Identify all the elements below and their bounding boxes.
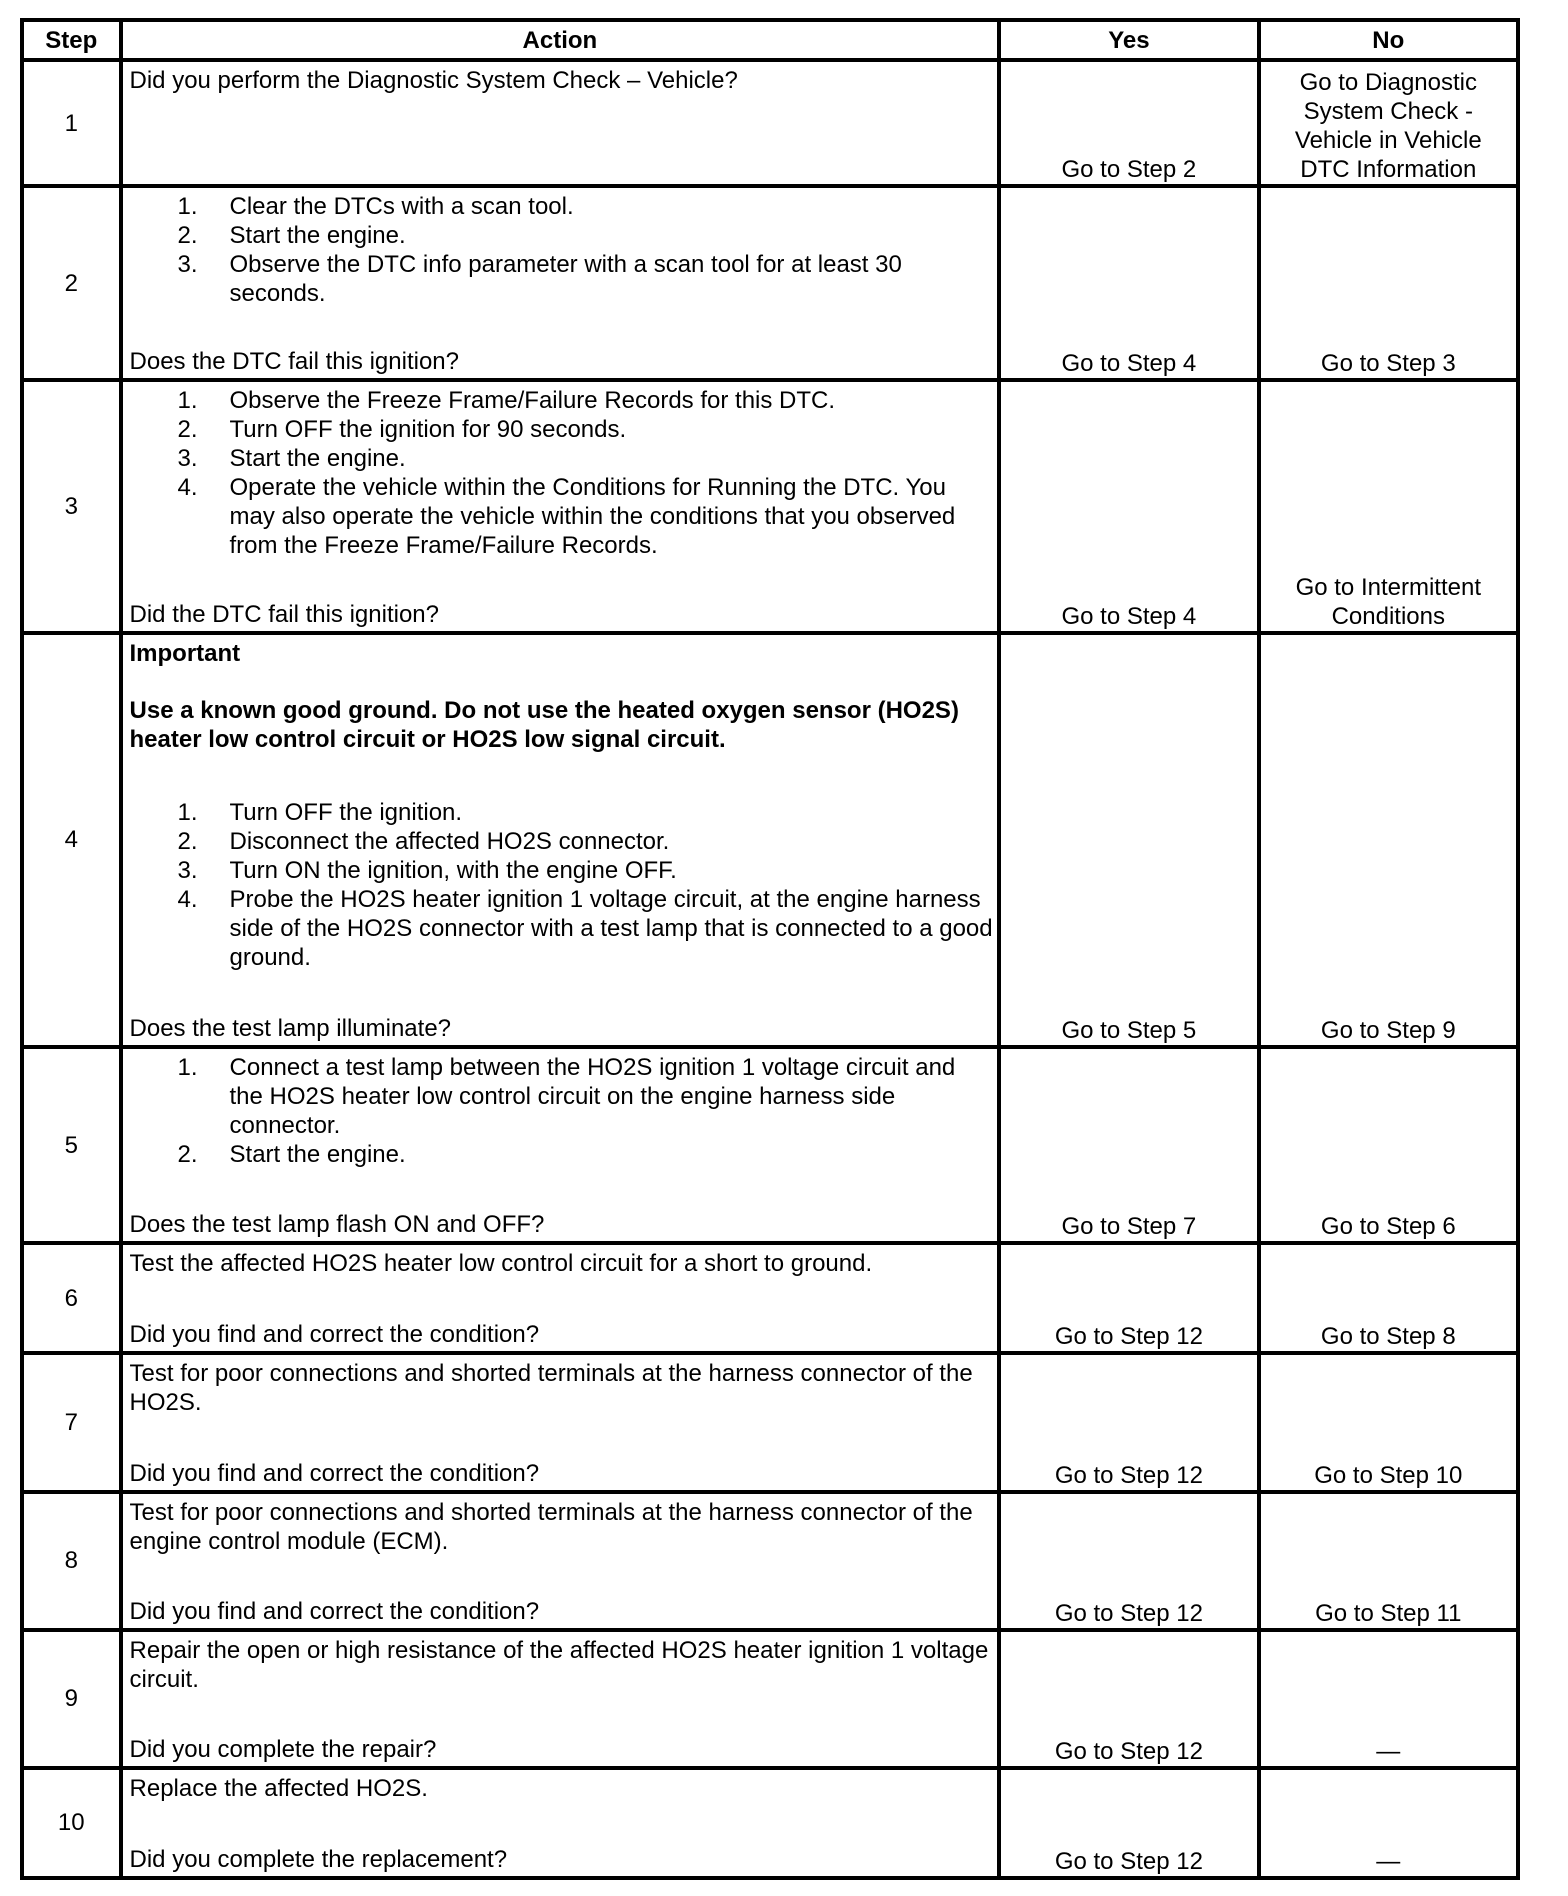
procedure-list: [130, 1053, 994, 1169]
list-item: 4. Probe the HO2S heater ignition 1 voltage circuit, at the engine harness side of the HO2S connector with a test lamp that is connected to a good ground.: [177, 885, 993, 971]
action-cell: [121, 1353, 1000, 1491]
procedure-list: [130, 386, 994, 560]
step-number: 9: [22, 1630, 121, 1768]
yes-cell: Go to Step 2: [999, 60, 1258, 186]
action-text: Repair the open or high resistance of the affected HO2S heater ignition 1 voltage circuit.: [129, 1636, 989, 1693]
no-line: Vehicle in Vehicle: [1294, 127, 1482, 155]
list-item: 3. Observe the DTC info parameter with a scan tool for at least 30 seconds.: [177, 251, 902, 308]
table-row: [22, 633, 1518, 1047]
no-cell: Go to Step 6: [1259, 1047, 1518, 1243]
table-row: [22, 1768, 1518, 1878]
list-item: 2. Disconnect the affected HO2S connector.: [177, 827, 670, 855]
no-cell: —: [1259, 1768, 1518, 1878]
important-label: Important: [129, 639, 241, 667]
list-item: 3. Start the engine.: [177, 445, 406, 473]
list-item: 1. Connect a test lamp between the HO2S ignition 1 voltage circuit and the HO2S heater low control circuit on the engine harness side connector.: [177, 1054, 956, 1140]
yes-cell: Go to Step 12: [999, 1492, 1258, 1630]
action-cell: [121, 1243, 1000, 1353]
question-text: Does the test lamp flash ON and OFF?: [129, 1211, 545, 1239]
question-text: Did you find and correct the condition?: [129, 1321, 540, 1349]
action-text: Test the affected HO2S heater low control circuit for a short to ground.: [129, 1250, 873, 1278]
action-cell: [121, 60, 1000, 186]
action-text: Test for poor connections and shorted terminals at the harness connector of the engine control module (ECM).: [129, 1498, 973, 1555]
yes-cell: Go to Step 12: [999, 1243, 1258, 1353]
action-text: Did you perform the Diagnostic System Check – Vehicle?: [129, 67, 738, 94]
action-text: Test for poor connections and shorted terminals at the harness connector of the HO2S.: [129, 1360, 973, 1417]
table-row: [22, 1630, 1518, 1768]
no-cell: —: [1259, 1630, 1518, 1768]
no-line: Go to Intermittent: [1295, 573, 1481, 601]
action-cell: [121, 186, 1000, 380]
question-text: Did you find and correct the condition?: [129, 1597, 540, 1625]
procedure-list: [130, 192, 994, 308]
step-number: 2: [22, 186, 121, 380]
important-notice: Use a known good ground. Do not use the heated oxygen sensor (HO2S) heater low control circuit or HO2S low signal circuit.: [129, 696, 959, 753]
step-number: 7: [22, 1353, 121, 1491]
list-item: 4. Operate the vehicle within the Conditions for Running the DTC. You may also operate the vehicle within the conditions that you observed from the Freeze Frame/Failure Records.: [177, 474, 956, 560]
list-item: 2. Turn OFF the ignition for 90 seconds.: [177, 416, 627, 444]
header-row: [22, 20, 1518, 60]
table-row: [22, 1353, 1518, 1491]
no-cell: Go to Step 9: [1259, 633, 1518, 1047]
header-step: Step: [22, 20, 121, 60]
step-number: 8: [22, 1492, 121, 1630]
list-item: 1. Turn OFF the ignition.: [177, 798, 463, 826]
table-row: [22, 1243, 1518, 1353]
action-cell: [121, 1047, 1000, 1243]
step-number: 10: [22, 1768, 121, 1878]
table-row: [22, 1492, 1518, 1630]
no-line: Conditions: [1331, 602, 1445, 630]
no-line: System Check -: [1303, 98, 1473, 126]
no-line: Go to Diagnostic: [1299, 69, 1477, 97]
question-text: Did you find and correct the condition?: [129, 1459, 540, 1487]
list-item: 3. Turn ON the ignition, with the engine OFF.: [177, 856, 677, 884]
yes-cell: Go to Step 12: [999, 1353, 1258, 1491]
table-row: [22, 60, 1518, 186]
question-text: Did you complete the replacement?: [129, 1846, 508, 1873]
step-number: 1: [22, 60, 121, 186]
question-text: Did you complete the repair?: [129, 1735, 437, 1763]
yes-cell: Go to Step 12: [999, 1768, 1258, 1878]
yes-cell: Go to Step 7: [999, 1047, 1258, 1243]
action-cell: [121, 1630, 1000, 1768]
question-text: Did the DTC fail this ignition?: [129, 600, 439, 628]
question-text: Does the test lamp illuminate?: [129, 1015, 452, 1043]
yes-cell: Go to Step 12: [999, 1630, 1258, 1768]
step-number: 6: [22, 1243, 121, 1353]
list-item: 2. Start the engine.: [177, 1141, 406, 1169]
action-cell: [121, 1492, 1000, 1630]
header-action: Action: [121, 20, 1000, 60]
no-cell: Go to Step 3: [1259, 186, 1518, 380]
no-cell: Go to Step 11: [1259, 1492, 1518, 1630]
no-cell: [1259, 60, 1518, 186]
list-item: 1. Observe the Freeze Frame/Failure Records for this DTC.: [177, 387, 836, 415]
diagnostic-table: [20, 18, 1520, 1880]
yes-cell: Go to Step 4: [999, 380, 1258, 632]
action-cell: [121, 1768, 1000, 1878]
no-cell: Go to Step 8: [1259, 1243, 1518, 1353]
list-item: 2. Start the engine.: [177, 222, 406, 250]
action-text: Replace the affected HO2S.: [129, 1774, 428, 1802]
step-number: 5: [22, 1047, 121, 1243]
step-number: 4: [22, 633, 121, 1047]
action-cell: [121, 633, 1000, 1047]
list-item: 1. Clear the DTCs with a scan tool.: [177, 193, 574, 221]
table-row: [22, 186, 1518, 380]
no-cell: Go to Step 10: [1259, 1353, 1518, 1491]
procedure-list: [130, 798, 994, 972]
table-row: [22, 380, 1518, 632]
question-text: Does the DTC fail this ignition?: [129, 348, 459, 376]
header-yes: Yes: [999, 20, 1258, 60]
step-number: 3: [22, 380, 121, 632]
yes-cell: Go to Step 4: [999, 186, 1258, 380]
header-no: No: [1259, 20, 1518, 60]
yes-cell: Go to Step 5: [999, 633, 1258, 1047]
no-cell: [1259, 380, 1518, 632]
action-cell: [121, 380, 1000, 632]
no-line: DTC Information: [1300, 156, 1477, 184]
table-row: [22, 1047, 1518, 1243]
